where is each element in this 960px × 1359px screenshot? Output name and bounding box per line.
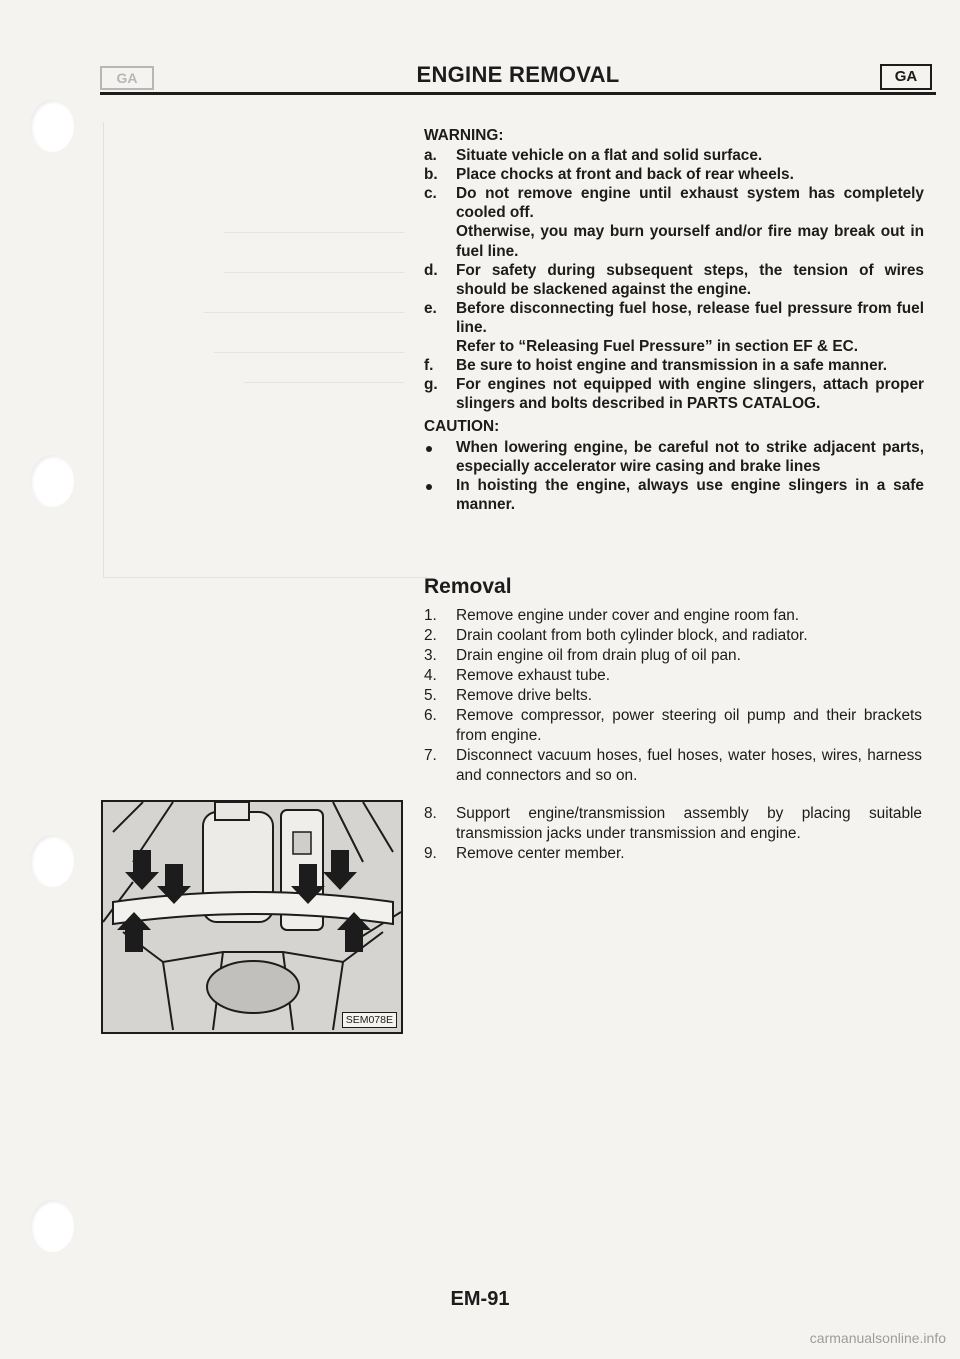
warning-heading: WARNING: [424,127,504,144]
item-label: a. [424,147,437,165]
section-tab-left: GA [100,66,154,90]
step-item [424,706,922,746]
warning-item [424,184,924,222]
header-rule [100,92,936,95]
item-text: Situate vehicle on a flat and solid surface. [456,147,763,165]
step-text: Remove engine under cover and engine room fan. [456,607,800,624]
item-label: g. [424,376,438,394]
caution-item [424,476,924,514]
engine-bay-drawing [103,802,401,1032]
step-number: 1. [424,607,437,624]
page-header [100,62,936,96]
warning-item [424,356,924,375]
step-text: Remove drive belts. [456,687,593,704]
page-title: ENGINE REMOVAL [416,62,620,87]
item-label: f. [424,357,434,375]
item-text: In hoisting the engine, always use engine slingers in a safe manner. [456,476,924,513]
item-text: When lowering engine, be careful not to strike adjacent parts, especially accelerator wire casing and brake lines [456,438,924,475]
item-label: b. [424,166,438,184]
step-item [424,804,922,844]
step-number: 3. [424,647,437,664]
figure-code: SEM078E [342,1012,397,1028]
bullet-icon [424,438,456,476]
step-number: 7. [424,747,437,764]
item-text: Place chocks at front and back of rear wheels. [456,166,794,184]
binder-hole [30,1200,74,1252]
step-number: 9. [424,845,437,862]
item-text: Do not remove engine until exhaust system has completely cooled off. [456,185,924,222]
removal-steps-continued [424,804,922,864]
warning-item [424,337,924,356]
step-text: Drain engine oil from drain plug of oil pan. [456,647,741,664]
binder-hole [30,835,74,887]
bullet-icon [424,476,456,514]
step-number: 8. [424,805,437,822]
step-item [424,746,922,786]
caution-item [424,438,924,476]
item-label [424,337,456,356]
bleed-through-figure [103,122,427,578]
step-number: 2. [424,627,437,644]
step-item [424,666,922,686]
step-number: 4. [424,667,437,684]
step-item [424,844,922,864]
removal-steps [424,606,922,786]
warning-item [424,375,924,413]
warning-item [424,146,924,165]
step-text: Disconnect vacuum hoses, fuel hoses, water hoses, wires, harness and connectors and so on. [456,747,922,784]
step-text: Remove exhaust tube. [456,667,610,684]
step-text: Remove center member. [456,845,625,862]
warning-item [424,261,924,299]
item-label: c. [424,185,437,203]
step-number: 5. [424,687,437,704]
item-text: Be sure to hoist engine and transmission in a safe manner. [456,357,888,375]
step-text: Remove compressor, power steering oil pump and their brackets from engine. [456,707,922,744]
warning-item [424,222,924,260]
warning-item [424,299,924,337]
step-text: Drain coolant from both cylinder block, and radiator. [456,627,808,644]
section-title: Removal [424,575,512,598]
binder-hole [30,100,74,152]
item-text: Refer to “Releasing Fuel Pressure” in section EF & EC. [456,338,858,356]
warning-block [424,126,924,514]
step-number: 6. [424,707,437,724]
step-item [424,606,922,626]
binder-hole [30,455,74,507]
step-item [424,626,922,646]
item-text: Before disconnecting fuel hose, release fuel pressure from fuel line. [456,299,924,336]
item-text: For safety during subsequent steps, the tension of wires should be slackened against the engine. [456,261,924,298]
section-tab-right: GA [880,64,932,90]
item-text: For engines not equipped with engine slingers, attach proper slingers and bolts described in PARTS CATALOG. [456,376,924,413]
page-number: EM-91 [450,1288,510,1310]
item-label [424,222,456,260]
item-text: Otherwise, you may burn yourself and/or fire may break out in fuel line. [456,223,924,260]
item-label: e. [424,299,437,317]
watermark: carmanualsonline.info [809,1330,946,1346]
caution-heading: CAUTION: [424,418,500,436]
item-label: d. [424,261,438,279]
step-text: Support engine/transmission assembly by placing suitable transmission jacks under transmission and engine. [456,805,922,842]
warning-item [424,165,924,184]
step-item [424,686,922,706]
step-item [424,646,922,666]
engine-center-member-illustration [101,800,403,1034]
